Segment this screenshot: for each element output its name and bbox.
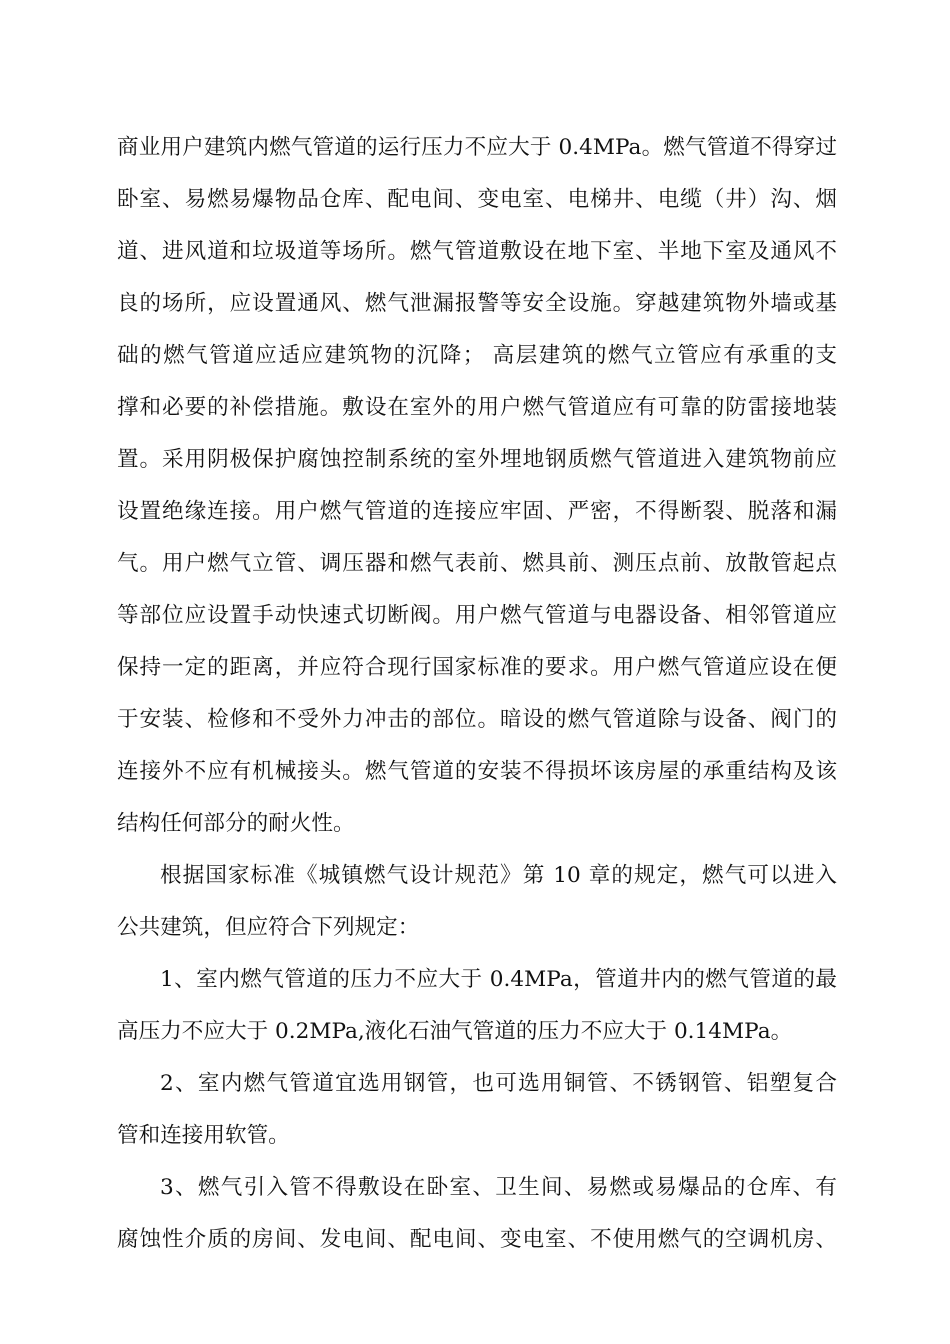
text-line-8: 设置绝缘连接。用户燃气管道的连接应牢固、严密，不得断裂、脱落和漏	[117, 499, 837, 524]
text-line-3: 道、进风道和垃圾道等场所。燃气管道敷设在地下室、半地下室及通风不	[117, 239, 837, 264]
text-line-9: 气。用户燃气立管、调压器和燃气表前、燃具前、测压点前、放散管起点	[117, 551, 837, 576]
text-line-6: 撑和必要的补偿措施。敷设在室外的用户燃气管道应有可靠的防雷接地装	[117, 395, 837, 420]
text-line-19: 2、室内燃气管道宜选用钢管，也可选用铜管、不锈钢管、铝塑复合	[160, 1071, 837, 1096]
text-line-16: 公共建筑，但应符合下列规定：	[117, 915, 420, 940]
text-line-22: 腐蚀性介质的房间、发电间、配电间、变电室、不使用燃气的空调机房、	[117, 1227, 837, 1252]
text-line-4: 良的场所，应设置通风、燃气泄漏报警等安全设施。穿越建筑物外墙或基	[117, 291, 837, 316]
text-line-18: 高压力不应大于 0.2MPa,液化石油气管道的压力不应大于 0.14MPa。	[117, 1019, 793, 1044]
text-line-21: 3、燃气引入管不得敷设在卧室、卫生间、易燃或易爆品的仓库、有	[160, 1175, 837, 1200]
text-line-1: 商业用户建筑内燃气管道的运行压力不应大于 0.4MPa。燃气管道不得穿过	[117, 135, 837, 160]
text-line-15: 根据国家标准《城镇燃气设计规范》第 10 章的规定，燃气可以进入	[160, 863, 837, 888]
text-line-20: 管和连接用软管。	[117, 1123, 290, 1148]
text-line-10: 等部位应设置手动快速式切断阀。用户燃气管道与电器设备、相邻管道应	[117, 603, 837, 628]
text-line-11: 保持一定的距离，并应符合现行国家标准的要求。用户燃气管道应设在便	[117, 655, 837, 680]
text-line-17: 1、室内燃气管道的压力不应大于 0.4MPa，管道井内的燃气管道的最	[160, 967, 837, 992]
text-line-14: 结构任何部分的耐火性。	[117, 811, 355, 836]
text-line-13: 连接外不应有机械接头。燃气管道的安装不得损坏该房屋的承重结构及该	[117, 759, 837, 784]
text-line-2: 卧室、易燃易爆物品仓库、配电间、变电室、电梯井、电缆（井）沟、烟	[117, 187, 837, 212]
text-line-7: 置。采用阴极保护腐蚀控制系统的室外埋地钢质燃气管道进入建筑物前应	[117, 447, 837, 472]
text-line-5: 础的燃气管道应适应建筑物的沉降； 高层建筑的燃气立管应有承重的支	[117, 343, 837, 368]
text-line-12: 于安装、检修和不受外力冲击的部位。暗设的燃气管道除与设备、阀门的	[117, 707, 837, 732]
